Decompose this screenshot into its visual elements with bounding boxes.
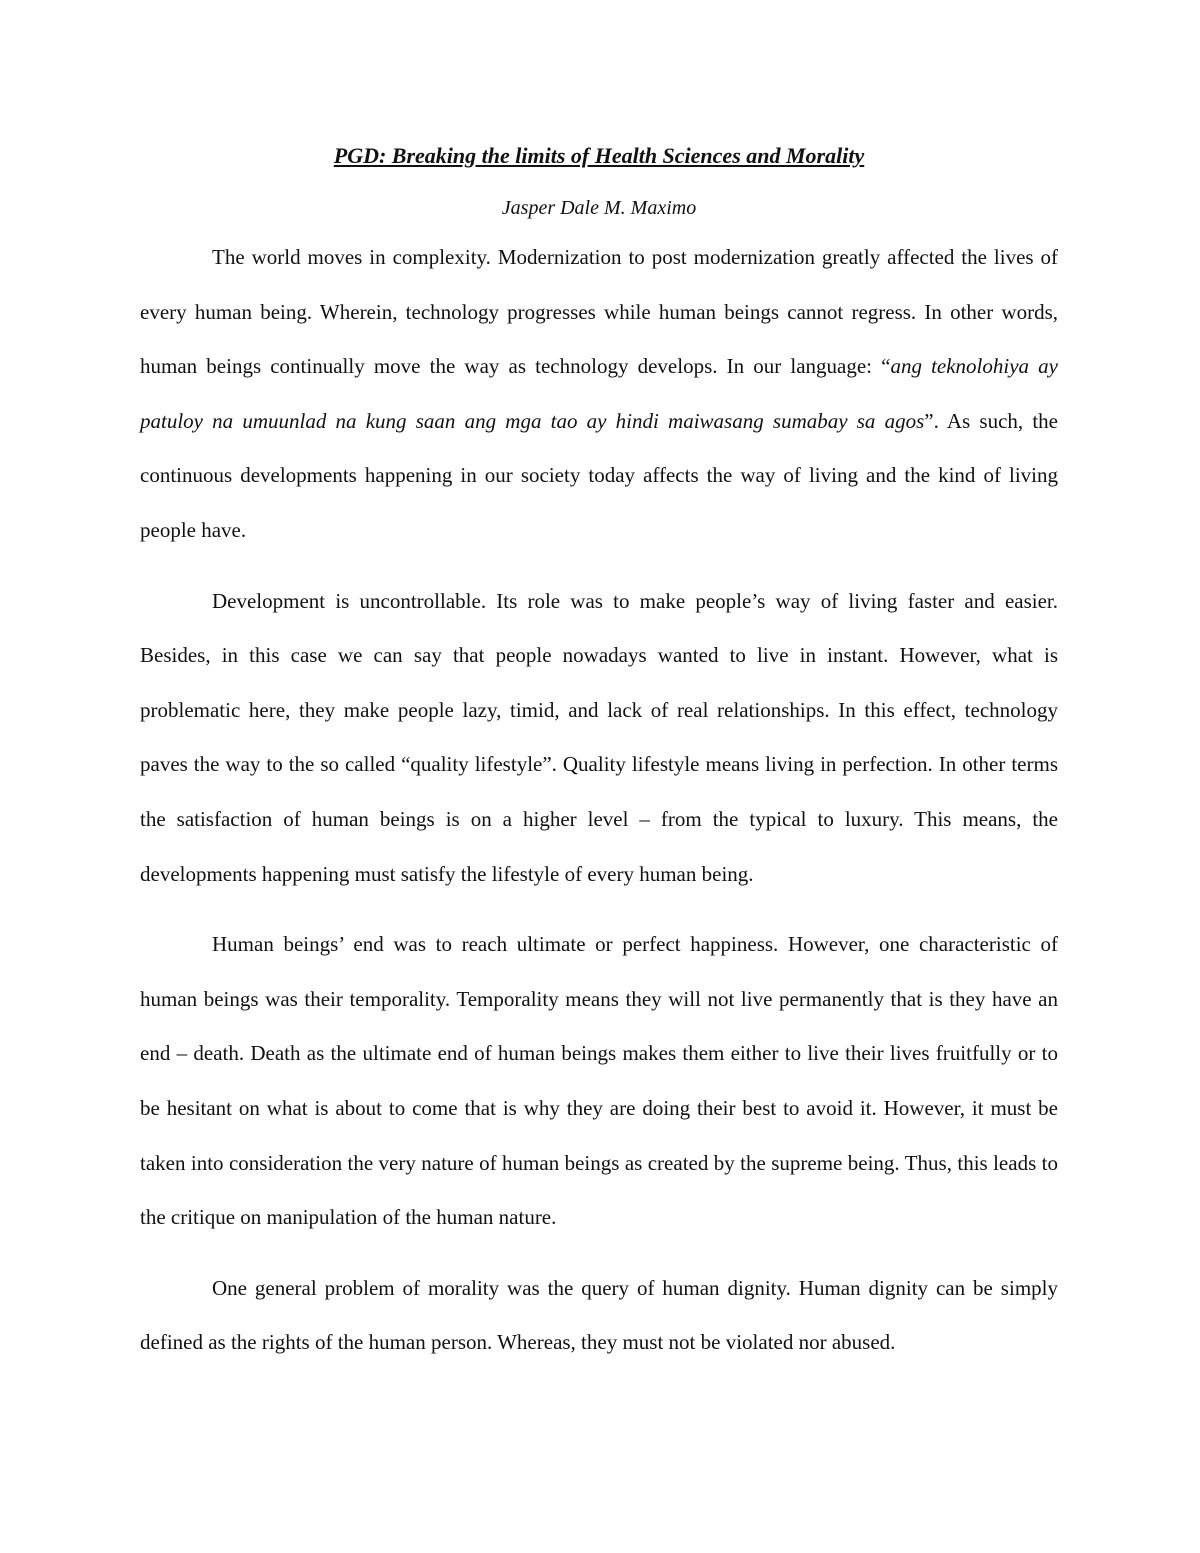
document-title: PGD: Breaking the limits of Health Sciences and Morality [333,143,865,168]
paragraph-1 [140,230,1058,558]
document-body [140,136,1058,1370]
paragraph-4: One general problem of morality was the query of human dignity. Human dignity can be simply defined as the rights of the human person. Whereas, they must not be violated nor abused. [140,1275,1058,1355]
document-author: Jasper Dale M. Maximo [501,197,697,219]
paragraph-2: Development is uncontrollable. Its role was to make people’s way of living faster and easier. Besides, in this case we can say that people nowadays wanted to live in instant. However, what is problematic here, they make people lazy, timid, and lack of real relationships. In this effect, technology paves the way to the so called “quality lifestyle”. Quality lifestyle means living in perfection. In other terms the satisfaction of human beings is on a higher level – from the typical to luxury. This means, the developments happening must satisfy the lifestyle of every human being. [140,588,1058,886]
paragraph-3: Human beings’ end was to reach ultimate or perfect happiness. However, one characteristic of human beings was their temporality. Temporality means they will not live permanently that is they have an end – death. Death as the ultimate end of human beings makes them either to live their lives fruitfully or to be hesitant on what is about to come that is why they are doing their best to avoid it. However, it must be taken into consideration the very nature of human beings as created by the supreme being. Thus, this leads to the critique on manipulation of the human nature. [140,932,1058,1230]
paragraph-1-tagalog-quote: ang teknolohiya ay patuloy na umuunlad na kung saan ang mga tao ay hindi maiwasang sumabay sa agos [140,354,1058,433]
paragraph-1-text-end: ”. As such, the continuous developments happening in our society today affects the way of living and the kind of living people have. [140,408,1058,542]
paragraph-1-text-start: The world moves in complexity. Modernization to post modernization greatly affected the lives of every human being. Wherein, technology progresses while human beings cannot regress. In other words, human beings continually move the way as technology develops. In our language: “ [140,245,1058,379]
